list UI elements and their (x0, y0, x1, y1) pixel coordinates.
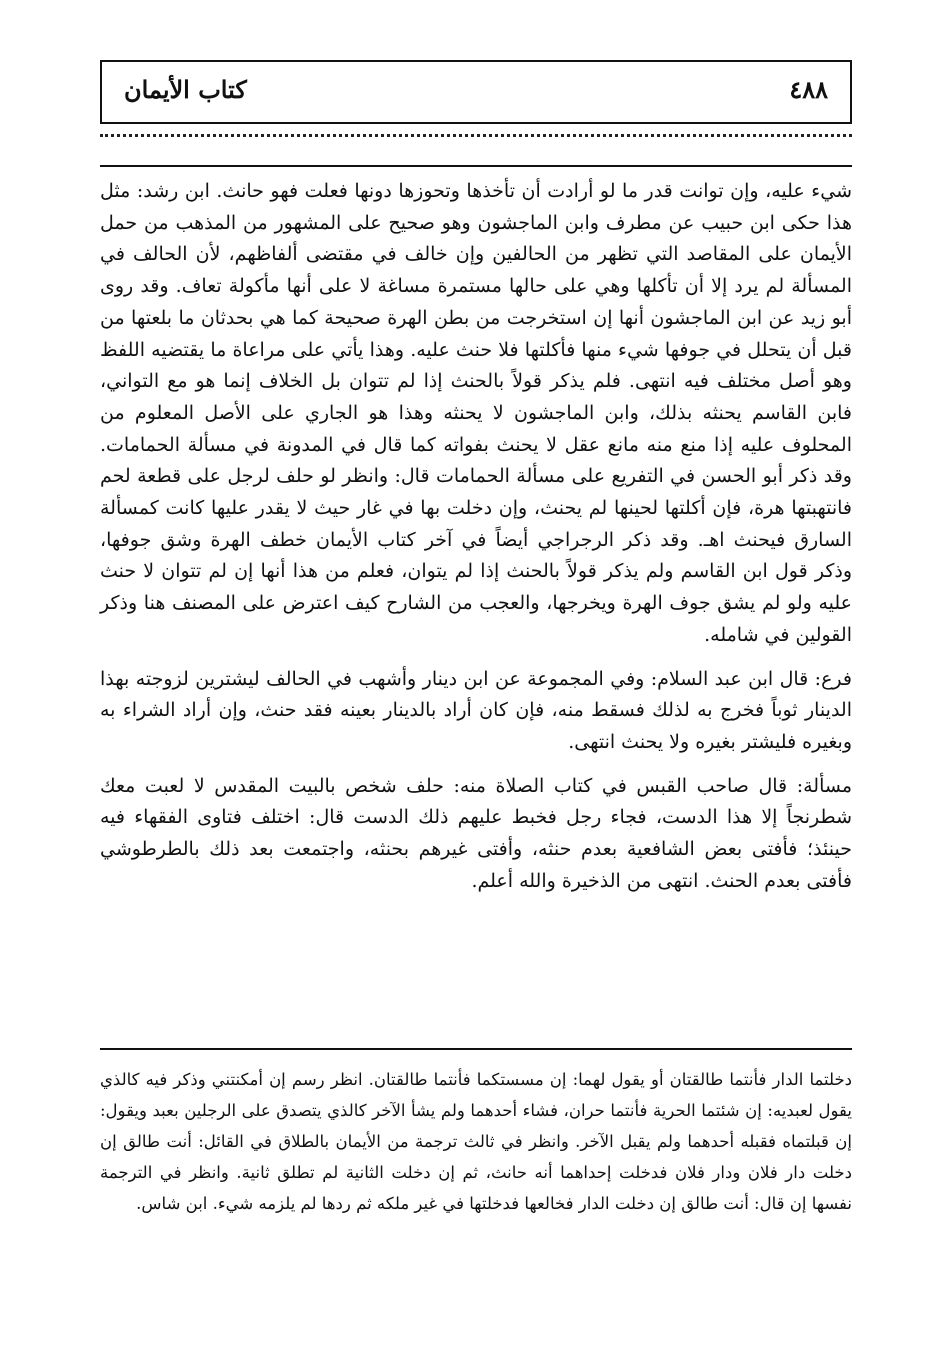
running-title: كتاب الأيمان (124, 75, 247, 104)
footnote-separator (100, 1048, 852, 1050)
footnote-block (100, 1064, 852, 1219)
paragraph-far3: فرع: قال ابن عبد السلام: وفي المجموعة عن ابن دينار وأشهب في الحالف ليشترين لزوجته بهذا الدينار ثوباً فخرج به لذلك فسقط منه، فإن كان أراد بالدينار بعينه فقد حنث، وإن أراد الشراء به وبغيره فليشتر بغيره ولا يحنث انتهى. (100, 667, 852, 753)
text-top-rule (100, 165, 852, 167)
page-number: ٤٨٨ (789, 75, 828, 104)
main-text (100, 176, 852, 897)
paragraph-main: شيء عليه، وإن توانت قدر ما لو أرادت أن تأخذها وتحوزها دونها فعلت فهو حانث. ابن رشد: مثل هذا حكى ابن حبيب عن مطرف وابن الماجشون وهو صحيح على المشهور من المذهب من حمل الأيمان على المقاصد التي تظهر من الحالفين وإن خالف في مقتضى ألفاظهم، لأن الحالف في المسألة لم يرد إلا أن تأكلها وهي على حالها مستمرة مساغة لا على أنها مأكولة تعاف. وقد روى أبو زيد عن ابن الماجشون أنها إن استخرجت من بطن الهرة صحيحة كما هي بحدثان ما بلعتها من قبل أن يتحلل في جوفها شيء منها فأكلتها فلا حنث عليه. وهذا يأتي على مراعاة ما يقتضيه اللفظ وهو أصل مختلف فيه انتهى. فلم يذكر قولاً بالحنث إذا لم تتوان بل الخلاف إنما هو مع التواني، فابن القاسم يحنثه بذلك، وابن الماجشون لا يحنثه وهذا هو الجاري على الأصل المعلوم من المحلوف عليه إذا منع منه مانع عقل لا يحنث بفواته كما قال في المدونة في مسألة الحمامات. وقد ذكر أبو الحسن في التفريع على مسألة الحمامات قال: وانظر لو حلف لرجل على قطعة لحم فانتهبتها هرة، فإن أكلتها لحينها لم يحنث، وإن دخلت بها في غار حيث لا يقدر عليها كانت كمسألة السارق فيحنث اهـ. وقد ذكر الرجراجي أيضاً في آخر كتاب الأيمان خطف الهرة وشق جوفها، وذكر قول ابن القاسم ولم يذكر قولاً بالحنث إذا لم يتوان، فعلم من هذا أنها إن لم تتوان لا حنث عليه ولو لم يشق جوف الهرة ويخرجها، والعجب من الشارح كيف اعترض على المصنف هنا وذكر القولين في شامله. (100, 180, 852, 646)
footnote-text: دخلتما الدار فأنتما طالقتان أو يقول لهما: إن مسستكما فأنتما طالقتان. انظر رسم إن أمكنتني وذكر فيه كالذي يقول لعبديه: إن شئتما الحرية فأنتما حران، فشاء أحدهما ولم يشأ الآخر كالذي يتصدق على الرجلين بعبد ويقول: إن قبلتماه فقبله أحدهما ولم يقبل الآخر. وانظر في ثالث ترجمة من الأيمان بالطلاق في القائل: أنت طالق إن دخلت دار فلان ودار فلان فدخلت إحداهما أنه حانث، ثم إن دخلت الثانية لم تطلق ثانية. وانظر في الترجمة نفسها إن قال: أنت طالق إن دخلت الدار فخالعها فدخلتها في غير ملكه ثم ردها لم يلزمه شيء. ابن شاس. (100, 1070, 852, 1213)
dotted-divider (100, 134, 852, 137)
page-header (100, 60, 852, 124)
paragraph-mas2ala: مسألة: قال صاحب القبس في كتاب الصلاة منه: حلف شخص بالبيت المقدس لا لعبت معك شطرنجاً إلا هذا الدست، فجاء رجل فخبط عليهم ذلك الدست قال: اختلف فتاوى الفقهاء فيه حينئذ؛ فأفتى بعض الشافعية بعدم حنثه، وأفتى غيرهم بحنثه، واجتمعت بعد ذلك بالطرطوشي فأفتى بعدم الحنث. انتهى من الذخيرة والله أعلم. (100, 774, 852, 892)
